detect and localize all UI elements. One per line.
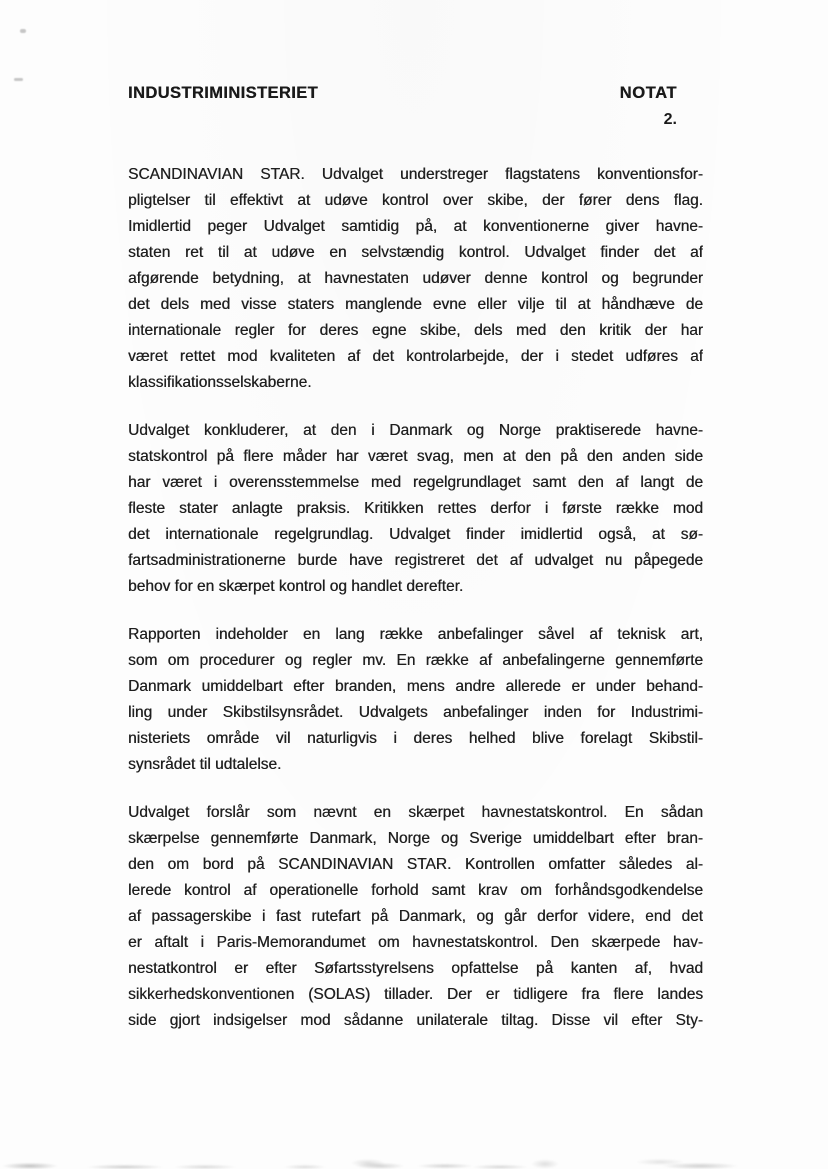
text-line: som om procedurer og regler mv. En række af anbefalingerne gennemførte	[128, 652, 703, 669]
text-line: fleste stater anlagte praksis. Kritikken rettes derfor i første række mod	[128, 500, 703, 517]
text-line: Imidlertid peger Udvalget samtidig på, at konventionerne giver havne-	[128, 218, 703, 235]
text-line: synsrådet til udtalelse.	[128, 756, 282, 773]
paragraph	[128, 800, 703, 1034]
text-line: SCANDINAVIAN STAR. Udvalget understreger flagstatens konventionsfor-	[128, 166, 703, 183]
text-line: er aftalt i Paris-Memorandumet om havnestatskontrol. Den skærpede hav-	[128, 934, 703, 951]
text-line: Udvalget konkluderer, at den i Danmark og Norge praktiserede havne-	[128, 422, 703, 439]
text-line: klassifikationsselskaberne.	[128, 374, 312, 391]
text-line: af passagerskibe i fast rutefart på Danmark, og går derfor videre, end det	[128, 908, 703, 925]
text-line: Rapporten indeholder en lang række anbefalinger såvel af teknisk art,	[128, 626, 703, 643]
text-line: det dels med visse staters manglende evne eller vilje til at håndhæve de	[128, 296, 703, 313]
text-line: nestatkontrol er efter Søfartsstyrelsens opfattelse på kanten af, hvad	[128, 960, 703, 977]
text-line: fartsadministrationerne burde have registreret det af udvalget nu påpegede	[128, 552, 703, 569]
document-header-right	[620, 84, 677, 129]
page-number: 2.	[663, 111, 677, 128]
text-line: pligtelser til effektivt at udøve kontrol over skibe, der fører dens flag.	[128, 192, 703, 209]
ministry-title: INDUSTRIMINISTERIET	[128, 84, 319, 102]
text-line: Danmark umiddelbart efter branden, mens andre allerede er under behand-	[128, 678, 703, 695]
scan-edge-smudges	[0, 1153, 828, 1169]
document-type-label: NOTAT	[619, 84, 677, 102]
text-line: sikkerhedskonventionen (SOLAS) tillader. Der er tidligere fra flere landes	[128, 986, 703, 1003]
text-line: behov for en skærpet kontrol og handlet derefter.	[128, 578, 464, 595]
scan-artifact	[14, 78, 23, 81]
text-line: været rettet mod kvaliteten af det kontrolarbejde, der i stedet udføres af	[128, 348, 703, 365]
text-line: skærpelse gennemførte Danmark, Norge og Sverige umiddelbart efter bran-	[128, 830, 703, 847]
text-line: side gjort indsigelser mod sådanne unilaterale tiltag. Disse vil efter Sty-	[128, 1012, 703, 1029]
paragraph	[128, 418, 703, 600]
text-line: statskontrol på flere måder har været svag, men at den på den anden side	[128, 448, 703, 465]
text-line: staten ret til at udøve en selvstændig kontrol. Udvalget finder det af	[128, 244, 703, 261]
text-line: internationale regler for deres egne skibe, dels med den kritik der har	[128, 322, 703, 339]
document-body	[128, 162, 703, 1056]
text-line: Udvalget forslår som nævnt en skærpet havnestatskontrol. En sådan	[128, 804, 703, 821]
text-line: nisteriets område vil naturligvis i deres helhed blive forelagt Skibstil-	[128, 730, 703, 747]
text-line: det internationale regelgrundlag. Udvalget finder imidlertid også, at sø-	[128, 526, 703, 543]
text-line: lerede kontrol af operationelle forhold samt krav om forhåndsgodkendelse	[128, 882, 703, 899]
paragraph	[128, 162, 703, 396]
paragraph	[128, 622, 703, 778]
text-line: afgørende betydning, at havnestaten udøver denne kontrol og begrunder	[128, 270, 703, 287]
text-line: den om bord på SCANDINAVIAN STAR. Kontrollen omfatter således al-	[128, 856, 703, 873]
text-line: ling under Skibstilsynsrådet. Udvalgets anbefalinger inden for Industrimi-	[128, 704, 703, 721]
scan-artifact	[20, 29, 26, 33]
text-line: har været i overensstemmelse med regelgrundlaget samt den af langt de	[128, 474, 703, 491]
